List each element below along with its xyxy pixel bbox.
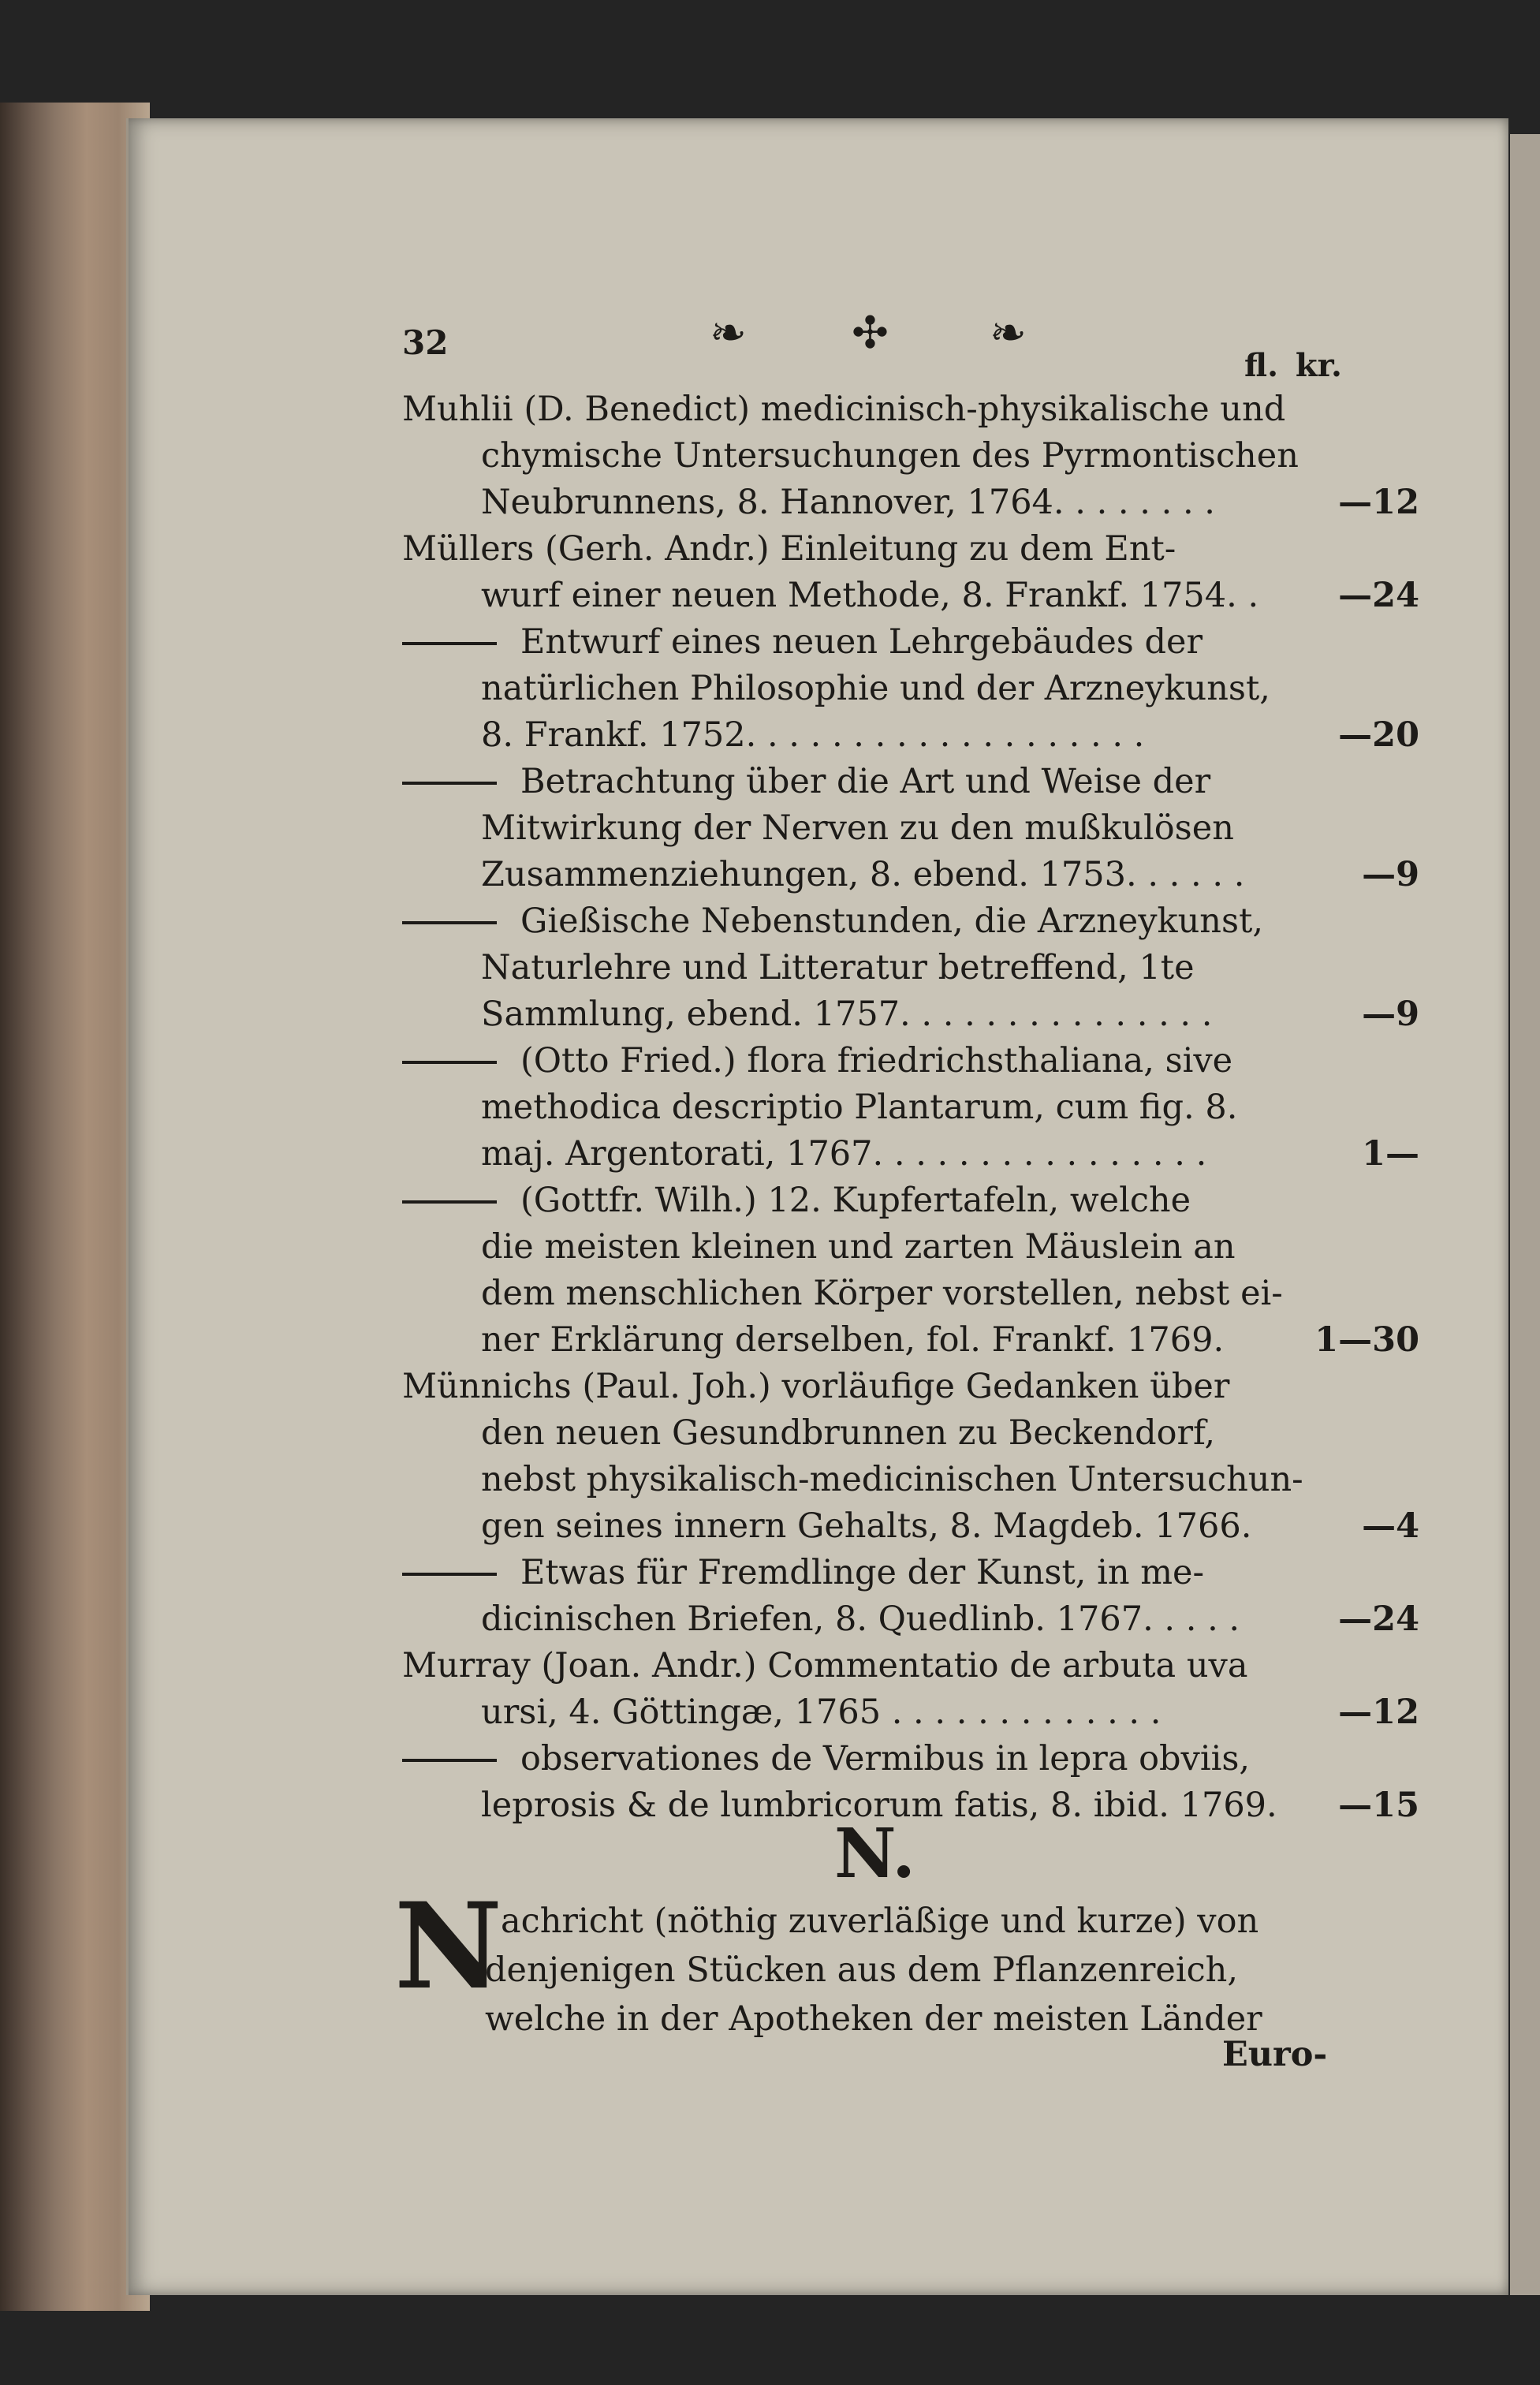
entry-line — [402, 1503, 1427, 1550]
entry-text: Sammlung, ebend. 1757. . . . . . . . . . . . . . . — [481, 995, 1213, 1034]
entry-line — [402, 945, 1427, 991]
nachricht-paragraph — [394, 1877, 1427, 2043]
paragraph-line: achricht (nöthig zuverläßige und kurze) von — [501, 1902, 1259, 1941]
repeat-author-dash — [402, 921, 497, 924]
entry-line — [402, 1364, 1427, 1410]
entry-text: (Gottfr. Wilh.) 12. Kupfertafeln, welche — [520, 1181, 1191, 1220]
entry-text: dem menschlichen Körper vorstellen, nebst ei- — [481, 1274, 1283, 1313]
entry-line — [402, 991, 1427, 1038]
page-number: 32 — [402, 323, 449, 362]
entry-line — [402, 805, 1427, 852]
entry-text: gen seines innern Gehalts, 8. Magdeb. 1766. — [481, 1506, 1252, 1546]
entry-text: wurf einer neuen Methode, 8. Frankf. 1754. . — [481, 576, 1259, 615]
entry-text: die meisten kleinen und zarten Mäuslein an — [481, 1227, 1236, 1267]
entry-line — [402, 619, 1427, 666]
entry-line — [402, 1457, 1427, 1503]
entry-text: nebst physikalisch-medicinischen Untersuchun- — [481, 1460, 1303, 1499]
entry-line — [402, 433, 1427, 480]
entry-text: Etwas für Fremdlinge der Kunst, in me- — [520, 1553, 1204, 1592]
entry-text: maj. Argentorati, 1767. . . . . . . . . . . . . . . . — [481, 1134, 1207, 1174]
entry-price: —9 — [1362, 995, 1419, 1034]
repeat-author-dash — [402, 642, 497, 645]
entry-line — [402, 1643, 1427, 1689]
entry-line — [402, 386, 1427, 433]
entry-line — [402, 526, 1427, 573]
entry-text: observationes de Vermibus in lepra obviis, — [520, 1739, 1251, 1778]
entry-text: Naturlehre und Litteratur betreffend, 1te — [481, 948, 1195, 987]
entry-text: methodica descriptio Plantarum, cum fig. 8. — [481, 1088, 1238, 1127]
entry-text: Neubrunnens, 8. Hannover, 1764. . . . . . . . — [481, 483, 1215, 522]
entry-line — [402, 666, 1427, 712]
entry-line — [402, 898, 1427, 945]
repeat-author-dash — [402, 782, 497, 785]
entry-text: Müllers (Gerh. Andr.) Einleitung zu dem Ent- — [402, 529, 1176, 569]
repeat-author-dash — [402, 1061, 497, 1064]
entry-line — [402, 573, 1427, 619]
entry-text: Münnichs (Paul. Joh.) vorläufige Gedanken über — [402, 1367, 1230, 1406]
drop-cap: N — [394, 1877, 503, 2016]
entry-text: 8. Frankf. 1752. . . . . . . . . . . . . . . . . . . — [481, 715, 1145, 755]
entry-line — [402, 480, 1427, 526]
entry-price: —12 — [1338, 483, 1419, 522]
entry-line — [402, 1084, 1427, 1131]
entry-line — [402, 1131, 1427, 1178]
section-heading: N. — [834, 1814, 916, 1894]
entry-text: chymische Untersuchungen des Pyrmontischen — [481, 436, 1299, 476]
ornament-center-icon: ✣ — [852, 308, 889, 359]
entry-line — [402, 1736, 1427, 1782]
entry-line — [402, 1224, 1427, 1271]
entry-text: Entwurf eines neuen Lehrgebäudes der — [520, 622, 1203, 662]
catalog-entries — [402, 386, 1427, 1829]
entry-text: dicinischen Briefen, 8. Quedlinb. 1767. . . . . — [481, 1599, 1240, 1639]
entry-text: ner Erklärung derselben, fol. Frankf. 1769. — [481, 1320, 1225, 1360]
entry-text: Mitwirkung der Nerven zu den mußkulösen — [481, 808, 1234, 848]
entry-line — [402, 1410, 1427, 1457]
entry-price: —24 — [1338, 1599, 1419, 1639]
entry-text: Zusammenziehungen, 8. ebend. 1753. . . . . . — [481, 855, 1245, 894]
entry-line — [402, 1038, 1427, 1084]
ornament-left-icon: ❧ — [710, 308, 747, 359]
entry-line — [402, 759, 1427, 805]
facing-page-edge — [1510, 134, 1540, 2295]
entry-text: Betrachtung über die Art und Weise der — [520, 762, 1211, 801]
entry-price: —12 — [1338, 1693, 1419, 1732]
entry-text: ursi, 4. Göttingæ, 1765 . . . . . . . . . . . . . — [481, 1693, 1162, 1732]
entry-text: (Otto Fried.) flora friedrichsthaliana, sive — [520, 1041, 1233, 1081]
entry-line — [402, 712, 1427, 759]
entry-line — [402, 1550, 1427, 1596]
entry-price: —15 — [1338, 1786, 1419, 1825]
paragraph-line: denjenigen Stücken aus dem Pflanzenreich, — [485, 1950, 1239, 1990]
currency-header: fl. kr. — [1244, 347, 1342, 384]
entry-line — [402, 1596, 1427, 1643]
entry-price: —4 — [1362, 1506, 1419, 1546]
entry-text: Muhlii (D. Benedict) medicinisch-physikalische und — [402, 390, 1286, 429]
paragraph-line: welche in der Apotheken der meisten Länder — [485, 1999, 1262, 2039]
catchword: Euro- — [1222, 2035, 1328, 2074]
entry-text: natürlichen Philosophie und der Arzneykunst, — [481, 669, 1270, 708]
entry-line — [402, 1689, 1427, 1736]
entry-price: —9 — [1362, 855, 1419, 894]
entry-text: Gießische Nebenstunden, die Arzneykunst, — [520, 901, 1264, 941]
entry-text: Murray (Joan. Andr.) Commentatio de arbuta uva — [402, 1646, 1248, 1685]
repeat-author-dash — [402, 1200, 497, 1204]
repeat-author-dash — [402, 1759, 497, 1762]
entry-price: 1— — [1362, 1134, 1419, 1174]
entry-text: den neuen Gesundbrunnen zu Beckendorf, — [481, 1413, 1216, 1453]
entry-line — [402, 852, 1427, 898]
entry-text: leprosis & de lumbricorum fatis, 8. ibid. 1769. — [481, 1786, 1277, 1825]
entry-price: —20 — [1338, 715, 1419, 755]
entry-price: 1—30 — [1314, 1320, 1419, 1360]
entry-price: —24 — [1338, 576, 1419, 615]
ornament-right-icon: ❧ — [990, 308, 1027, 359]
entry-line — [402, 1271, 1427, 1317]
repeat-author-dash — [402, 1573, 497, 1576]
entry-line — [402, 1178, 1427, 1224]
entry-line — [402, 1317, 1427, 1364]
